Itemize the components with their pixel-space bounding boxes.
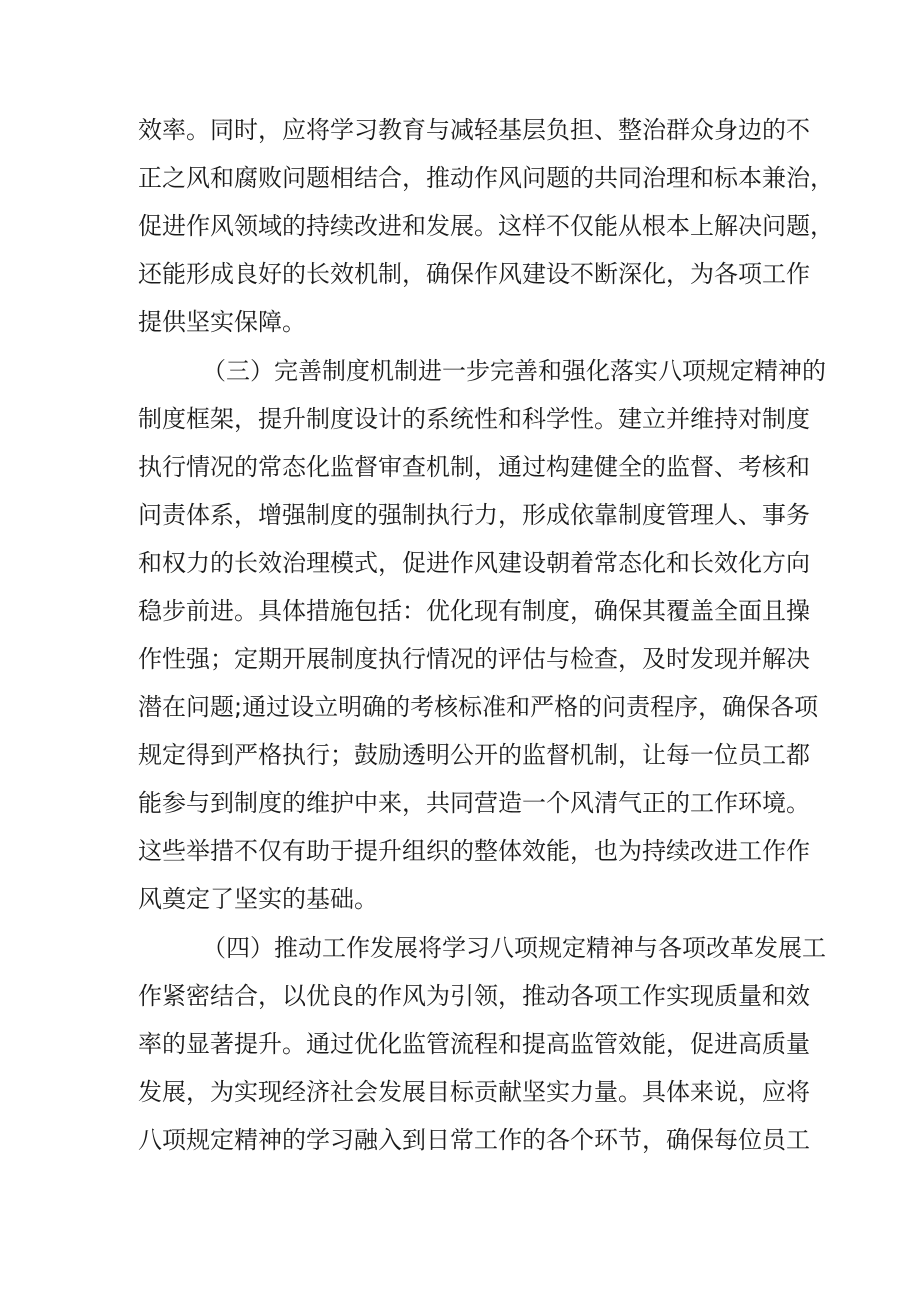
text-line: 作性强；定期开展制度执行情况的评估与检查，及时发现并解决 [138,645,810,673]
text-line: 规定得到严格执行；鼓励透明公开的监督机制，让每一位员工都 [138,741,810,769]
text-line: 能参与到制度的维护中来，共同营造一个风清气正的工作环境。 [138,789,810,817]
text-line: 作紧密结合，以优良的作风为引领，推动各项工作实现质量和效 [138,982,810,1010]
text-line: 八项规定精神的学习融入到日常工作的各个环节，确保每位员工 [138,1126,810,1154]
text-line: 和权力的长效治理模式，促进作风建设朝着常态化和长效化方向 [138,549,810,577]
text-line: 这些举措不仅有助于提升组织的整体效能，也为持续改进工作作 [138,837,810,865]
text-line: 潜在问题;通过设立明确的考核标准和严格的问责程序，确保各项 [138,693,819,721]
text-line: 发展，为实现经济社会发展目标贡献坚实力量。具体来说，应将 [138,1078,810,1106]
text-line: 率的显著提升。通过优化监管流程和提高监管效能，促进高质量 [138,1030,810,1058]
section-heading-3: （三）完善制度机制进一步完善和强化落实八项规定精神的 [202,357,826,385]
text-line: 问责体系，增强制度的强制执行力，形成依靠制度管理人、事务 [138,501,810,529]
text-line: 正之风和腐败问题相结合，推动作风问题的共同治理和标本兼治， [138,164,834,192]
text-line: 促进作风领域的持续改进和发展。这样不仅能从根本上解决问题， [138,212,834,240]
text-line: 执行情况的常态化监督审查机制，通过构建健全的监督、考核和 [138,453,810,481]
text-line: 提供坚实保障。 [138,308,306,336]
text-line: 制度框架，提升制度设计的系统性和科学性。建立并维持对制度 [138,405,810,433]
text-line: 风奠定了坚实的基础。 [138,885,378,913]
text-line: 还能形成良好的长效机制，确保作风建设不断深化，为各项工作 [138,260,810,288]
text-line: 稳步前进。具体措施包括：优化现有制度，确保其覆盖全面且操 [138,597,810,625]
section-heading-4: （四）推动工作发展将学习八项规定精神与各项改革发展工 [202,934,826,962]
text-line: 效率。同时，应将学习教育与减轻基层负担、整治群众身边的不 [138,116,810,144]
